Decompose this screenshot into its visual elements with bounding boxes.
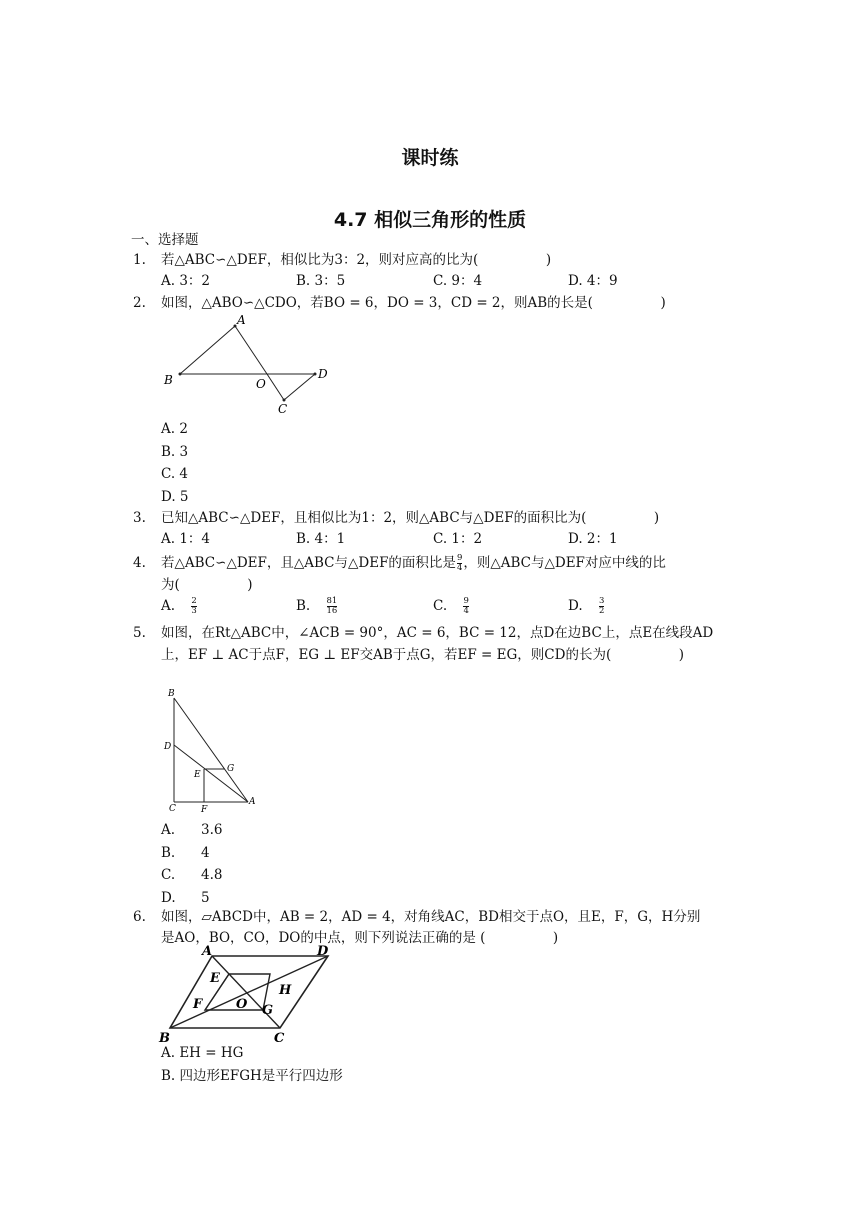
q5-option-c[interactable]: C. 4.8: [161, 867, 223, 883]
page-title: 课时练: [401, 147, 459, 169]
q1-option-d[interactable]: D. 4：9: [568, 273, 618, 289]
q5-label-d: D: [164, 742, 172, 752]
q5-label-f: F: [201, 805, 208, 815]
q6-label-d: D: [317, 944, 329, 959]
q6-label-h: H: [279, 983, 292, 998]
q4-option-b[interactable]: B. $\frac{81}{16}$: [296, 596, 338, 616]
q2-label-a: A: [237, 313, 246, 327]
q1-option-b[interactable]: B. 3：5: [296, 273, 346, 289]
q5-label-c: C: [169, 804, 176, 814]
q2-text: 如图，△ABO∽△CDO，若BO = 6，DO = 3，CD = 2，则AB的长是( ): [161, 295, 666, 311]
q4-option-a[interactable]: A. $\frac{2}{3}$: [161, 596, 197, 616]
q6-label-e: E: [210, 971, 220, 986]
q4-option-d[interactable]: D. $\frac{3}{2}$: [568, 596, 605, 616]
q6-label-c: C: [274, 1031, 285, 1046]
q4-option-c[interactable]: C. $\frac{9}{4}$: [433, 596, 469, 616]
q3-option-a[interactable]: A. 1：4: [161, 531, 211, 547]
q2-option-a[interactable]: A. 2: [161, 421, 188, 437]
q2-label-d: D: [318, 367, 328, 381]
q1-text: 若△ABC∽△DEF，相似比为3：2，则对应高的比为( ): [161, 252, 552, 268]
q3-option-b[interactable]: B. 4：1: [296, 531, 346, 547]
q2-figure: [158, 312, 338, 420]
lesson-subtitle: 4.7 相似三角形的性质: [333, 209, 527, 231]
q6-label-b: B: [159, 1031, 170, 1046]
q3-option-d[interactable]: D. 2：1: [568, 531, 618, 547]
q5-option-a[interactable]: A. 3.6: [161, 822, 223, 838]
q6-label-g: G: [262, 1003, 274, 1018]
q6-figure: [156, 942, 346, 1046]
q5-label-e: E: [194, 770, 201, 780]
q4-text: [161, 553, 666, 573]
q5-option-b[interactable]: B. 4: [161, 845, 210, 861]
q4-text-part1: 若△ABC∽△DEF，且△ABC与△DEF的面积比是: [161, 555, 456, 571]
q2-label-o: O: [256, 377, 266, 391]
q6-label-a: A: [202, 944, 213, 959]
q1-number: 1.: [133, 252, 146, 268]
q5-label-g: G: [227, 764, 235, 774]
q2-label-b: B: [164, 373, 173, 387]
q2-label-c: C: [278, 402, 288, 416]
q2-option-d[interactable]: D. 5: [161, 489, 189, 505]
q1-option-c[interactable]: C. 9：4: [433, 273, 483, 289]
q5-figure: [160, 684, 270, 816]
q2-option-b[interactable]: B. 3: [161, 444, 189, 460]
q2-number: 2.: [133, 295, 146, 311]
q4-fraction: $\frac{9}{4}$: [456, 553, 463, 573]
q6-text-line1: 如图，▱ABCD中，AB = 2，AD = 4，对角线AC，BD相交于点O，且E，F，G，H分别: [161, 909, 701, 925]
q4-text-line2: 为( ): [161, 577, 253, 593]
q4-text-part2: ，则△ABC与△DEF对应中线的比: [463, 555, 666, 571]
q5-label-b: B: [168, 689, 175, 699]
q5-number: 5.: [133, 625, 146, 641]
q6-label-f: F: [193, 997, 203, 1012]
q3-number: 3.: [133, 510, 146, 526]
q5-label-a: A: [249, 797, 256, 807]
q2-option-c[interactable]: C. 4: [161, 466, 189, 482]
q6-option-a[interactable]: A. EH = HG: [161, 1045, 244, 1061]
q4-number: 4.: [133, 555, 146, 571]
q6-label-o: O: [236, 997, 248, 1012]
q1-option-a[interactable]: A. 3：2: [161, 273, 211, 289]
q5-text-line1: 如图，在Rt△ABC中，∠ACB = 90°，AC = 6，BC = 12，点D在边BC上，点E在线段AD: [161, 625, 714, 641]
q6-text-line2: 是AO，BO，CO，DO的中点，则下列说法正确的是 ( ): [161, 930, 559, 946]
q6-number: 6.: [133, 909, 146, 925]
q5-option-d[interactable]: D. 5: [161, 890, 210, 906]
section-heading: 一、选择题: [131, 232, 199, 248]
q3-text: 已知△ABC∽△DEF，且相似比为1：2，则△ABC与△DEF的面积比为( ): [161, 510, 660, 526]
q5-text-line2: 上，EF ⊥ AC于点F，EG ⊥ EF交AB于点G，若EF = EG，则CD的长为( ): [161, 647, 684, 663]
q3-option-c[interactable]: C. 1：2: [433, 531, 483, 547]
q6-option-b[interactable]: B. 四边形EFGH是平行四边形: [161, 1068, 343, 1084]
